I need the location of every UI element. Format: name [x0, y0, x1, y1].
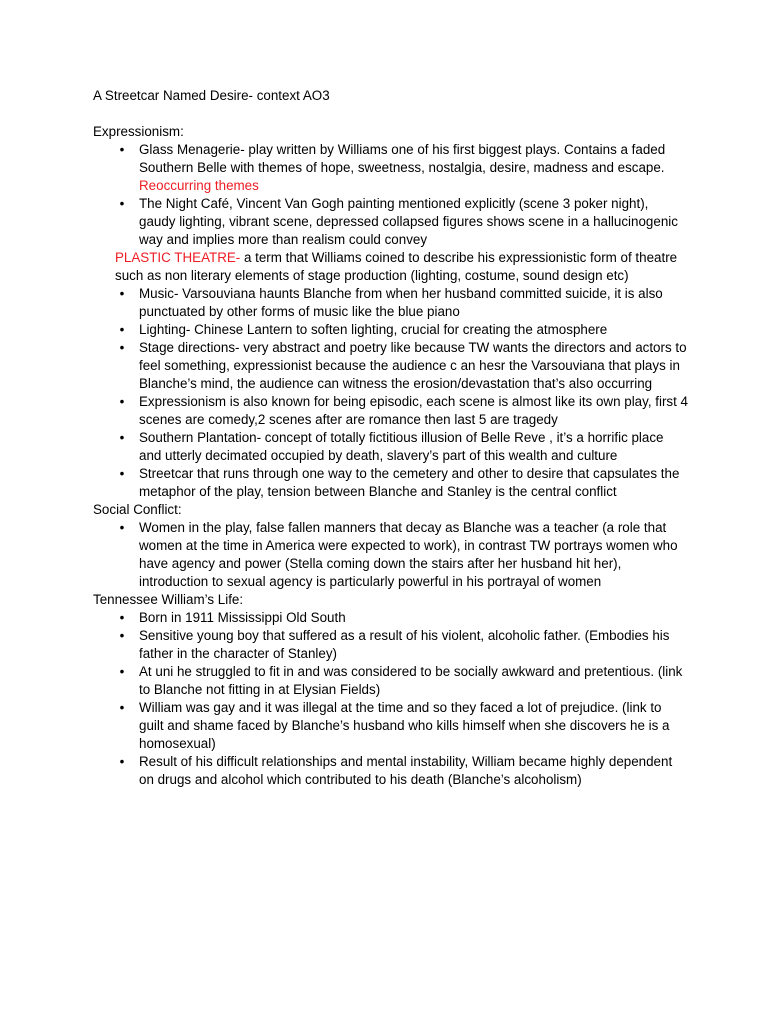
- list-item-text: William was gay and it was illegal at the time and so they faced a lot of prejudice. (link to guilt and shame faced by Blanche’s husband who kills himself when she discovers he is a homosexual): [139, 700, 670, 751]
- list-item-text: Southern Plantation- concept of totally fictitious illusion of Belle Reve , it’s a horrific place and utterly decimated occupied by death, slavery’s part of this wealth and culture: [139, 430, 664, 463]
- list-item-text: At uni he struggled to fit in and was considered to be socially awkward and pretentious. (link to Blanche not fitting in at Elysian Fields): [139, 664, 683, 697]
- list-item-text: Music- Varsouviana haunts Blanche from when her husband committed suicide, it is also punctuated by other forms of music like the blue piano: [139, 286, 663, 319]
- list-item: [93, 519, 688, 591]
- highlight-text: Reoccurring themes: [139, 178, 259, 193]
- list-item-text: Lighting- Chinese Lantern to soften lighting, crucial for creating the atmosphere: [139, 322, 608, 337]
- section-heading-expressionism: Expressionism:: [93, 124, 184, 139]
- list-item: [93, 627, 688, 663]
- bullet-icon: •: [119, 286, 125, 301]
- bullet-icon: •: [119, 142, 125, 157]
- bullet-icon: •: [119, 430, 125, 445]
- list-item: [93, 753, 688, 789]
- section-heading-social-conflict: Social Conflict:: [93, 502, 182, 517]
- williams-life-list: [93, 609, 688, 789]
- plastic-theatre-paragraph: [93, 249, 688, 285]
- list-item-text: Streetcar that runs through one way to the cemetery and other to desire that capsulates the metaphor of the play, tension between Blanche and Stanley is the central conflict: [139, 466, 680, 499]
- list-item: [93, 141, 688, 195]
- bullet-icon: •: [119, 322, 125, 337]
- plastic-theatre-label: PLASTIC THEATRE-: [115, 250, 241, 265]
- social-conflict-list: [93, 519, 688, 591]
- expressionism-list-2: [93, 285, 688, 501]
- list-item: [93, 609, 688, 627]
- list-item: [93, 393, 688, 429]
- list-item-text: Result of his difficult relationships and mental instability, William became highly dependent on drugs and alcohol which contributed to his death (Blanche’s alcoholism): [139, 754, 673, 787]
- bullet-icon: •: [119, 754, 125, 769]
- bullet-icon: •: [119, 520, 125, 535]
- list-item: [93, 465, 688, 501]
- list-item-text: Glass Menagerie- play written by Williams one of his first biggest plays. Contains a faded Southern Belle with themes of hope, sweetness, nostalgia, desire, madness and escape.: [139, 142, 666, 175]
- bullet-icon: •: [119, 664, 125, 679]
- list-item: [93, 321, 688, 339]
- plastic-theatre-text: a term that Williams coined to describe his expressionistic form of theatre such as non literary elements of stage production (lighting, costume, sound design etc): [115, 250, 678, 283]
- document-title: A Streetcar Named Desire- context AO3: [93, 88, 330, 103]
- list-item-text: Sensitive young boy that suffered as a result of his violent, alcoholic father. (Embodies his father in the character of Stanley): [139, 628, 670, 661]
- bullet-icon: •: [119, 394, 125, 409]
- list-item-text: The Night Café, Vincent Van Gogh painting mentioned explicitly (scene 3 poker night), gaudy lighting, vibrant scene, depressed collapsed figures shows scene in a hallucinogenic way and implies more than realism could convey: [139, 196, 678, 247]
- bullet-icon: •: [119, 700, 125, 715]
- expressionism-list: [93, 141, 688, 249]
- list-item: [93, 699, 688, 753]
- bullet-icon: •: [119, 196, 125, 211]
- bullet-icon: •: [119, 466, 125, 481]
- list-item: [93, 429, 688, 465]
- list-item: [93, 663, 688, 699]
- list-item: [93, 195, 688, 249]
- section-heading-williams-life: Tennessee William’s Life:: [93, 592, 244, 607]
- bullet-icon: •: [119, 340, 125, 355]
- list-item: [93, 339, 688, 393]
- list-item-text: Stage directions- very abstract and poetry like because TW wants the directors and actors to feel something, expressionist because the audience c an hesr the Varsouviana that plays in Blanche’s mind, the audience can witness the erosion/devastation that’s also occurring: [139, 340, 687, 391]
- bullet-icon: •: [119, 610, 125, 625]
- list-item: [93, 285, 688, 321]
- list-item-text: Expressionism is also known for being episodic, each scene is almost like its own play, first 4 scenes are comedy,2 scenes after are romance then last 5 are tragedy: [139, 394, 689, 427]
- bullet-icon: •: [119, 628, 125, 643]
- list-item-text: Women in the play, false fallen manners that decay as Blanche was a teacher (a role that women at the time in America were expected to work), in contrast TW portrays women who have agency and power (Stella coming down the stairs after her husband hit her), introduction to sexual agency is particularly powerful in his portrayal of women: [139, 520, 678, 589]
- list-item-text: Born in 1911 Mississippi Old South: [139, 610, 346, 625]
